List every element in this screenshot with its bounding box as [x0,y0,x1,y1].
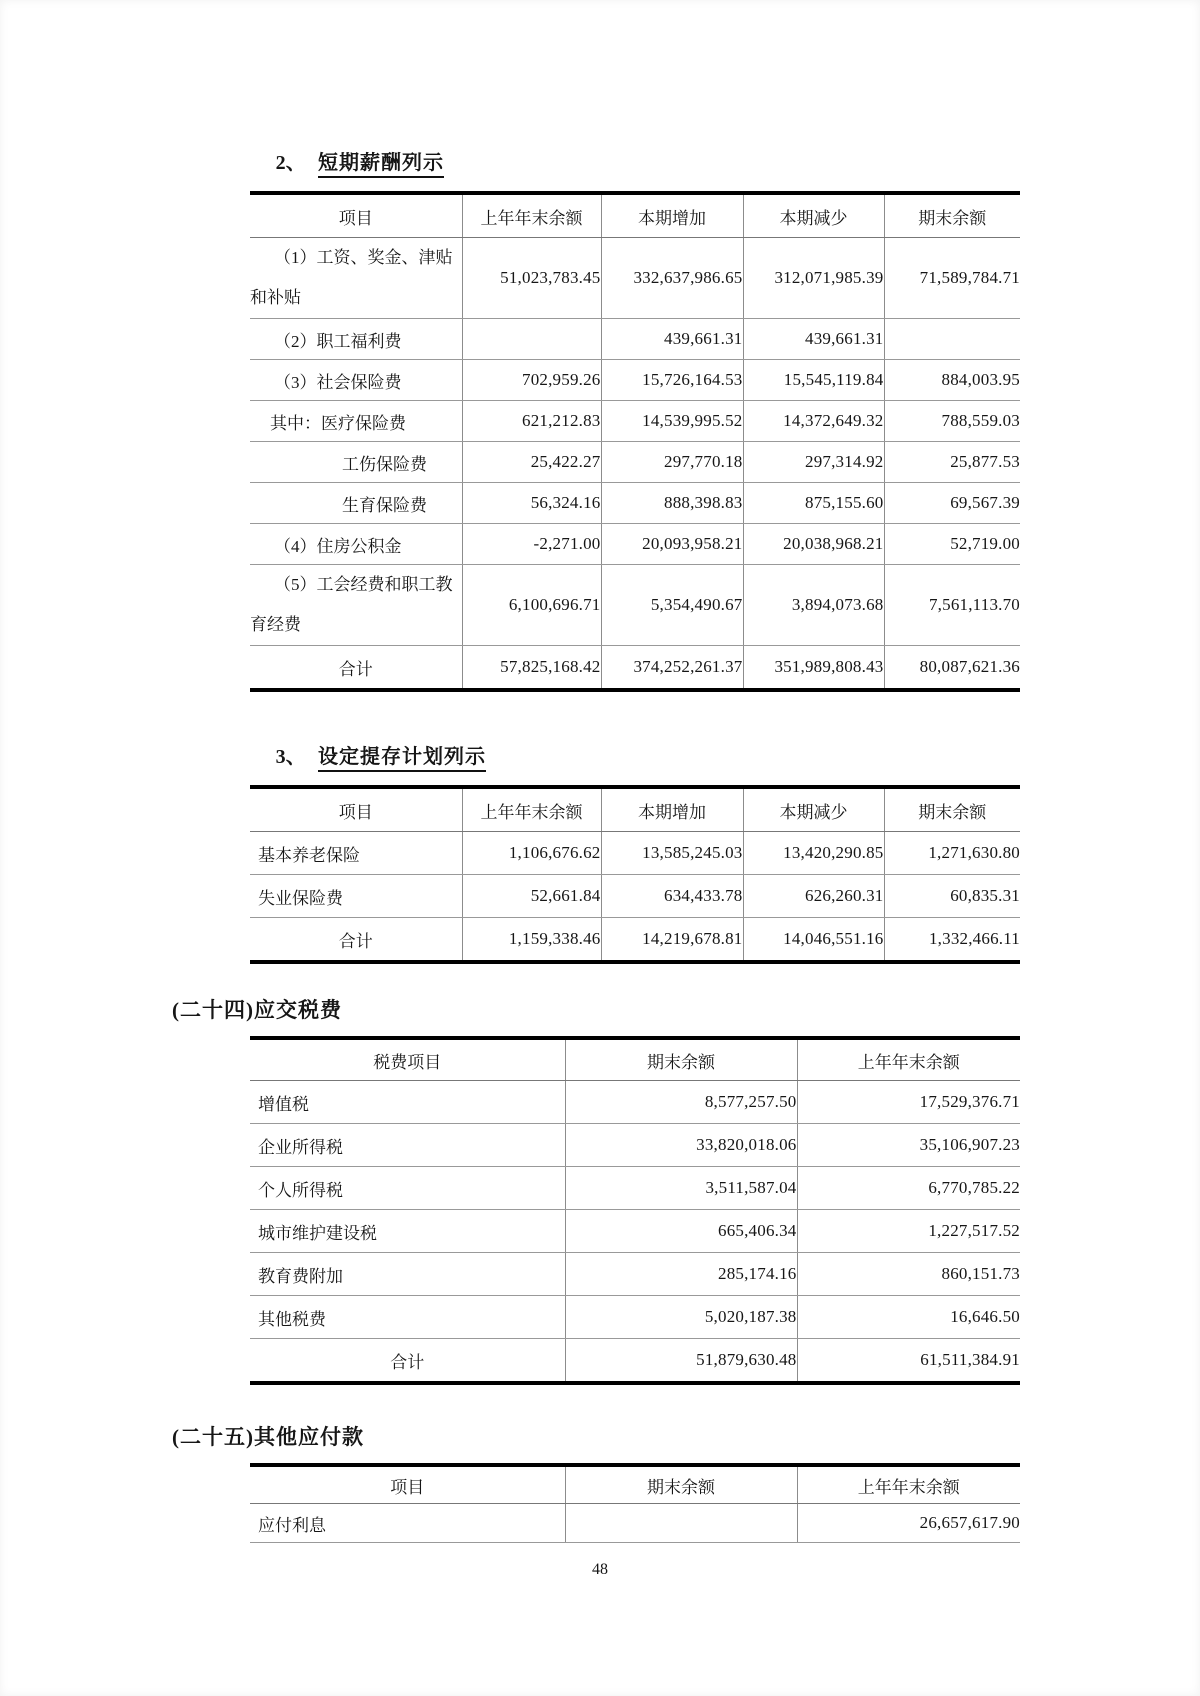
row-label: 合计 [250,1339,565,1384]
row-label: 工伤保险费 [250,442,462,483]
column-header: 期末余额 [884,193,1020,238]
cell-value: 25,877.53 [884,442,1020,483]
taxes-payable-table [250,1036,1020,1385]
cell-value: 13,585,245.03 [601,832,743,875]
table-row [250,832,1020,875]
short-term-compensation-table [250,191,1020,692]
cell-value [884,319,1020,360]
table-row [250,319,1020,360]
section-number: 3、 [275,746,306,768]
cell-value: 13,420,290.85 [743,832,884,875]
column-header: 本期增加 [601,193,743,238]
row-label: 城市维护建设税 [250,1210,565,1253]
cell-value: 6,770,785.22 [797,1167,1020,1210]
row-label: 生育保险费 [250,483,462,524]
row-label: 企业所得税 [250,1124,565,1167]
cell-value: 1,332,466.11 [884,918,1020,963]
row-label: 教育费附加 [250,1253,565,1296]
cell-value: 14,046,551.16 [743,918,884,963]
table-total-row [250,918,1020,963]
cell-value: 52,661.84 [462,875,601,918]
table-header-row [250,787,1020,832]
section-number: 2、 [275,152,306,174]
section-title: 短期薪酬列示 [318,146,444,178]
cell-value: 7,561,113.70 [884,565,1020,646]
other-payables-table [250,1463,1020,1543]
column-header: 期末余额 [565,1465,797,1504]
cell-value: 15,545,119.84 [743,360,884,401]
table-header-row [250,1038,1020,1081]
cell-value: 56,324.16 [462,483,601,524]
cell-value: 25,422.27 [462,442,601,483]
cell-value: 8,577,257.50 [565,1081,797,1124]
cell-value: 33,820,018.06 [565,1124,797,1167]
cell-value: 634,433.78 [601,875,743,918]
cell-value: 20,038,968.21 [743,524,884,565]
cell-value: 5,354,490.67 [601,565,743,646]
cell-value: 875,155.60 [743,483,884,524]
cell-value: 57,825,168.42 [462,646,601,691]
cell-value [462,319,601,360]
table-row [250,875,1020,918]
row-label: 基本养老保险 [250,832,462,875]
table-row [250,1124,1020,1167]
cell-value: 439,661.31 [743,319,884,360]
cell-value: 1,271,630.80 [884,832,1020,875]
column-header: 期末余额 [565,1038,797,1081]
cell-value: -2,271.00 [462,524,601,565]
row-label: 个人所得税 [250,1167,565,1210]
cell-value: 80,087,621.36 [884,646,1020,691]
table-row [250,401,1020,442]
cell-value: 14,372,649.32 [743,401,884,442]
row-label: 失业保险费 [250,875,462,918]
column-header: 项目 [250,1465,565,1504]
row-label: 其中：医疗保险费 [250,401,462,442]
column-header: 上年年末余额 [797,1038,1020,1081]
cell-value: 1,227,517.52 [797,1210,1020,1253]
cell-value: 665,406.34 [565,1210,797,1253]
table-row [250,565,1020,646]
table-header-row [250,1465,1020,1504]
row-label: 合计 [250,646,462,691]
cell-value: 3,894,073.68 [743,565,884,646]
cell-value: 6,100,696.71 [462,565,601,646]
cell-value: 285,174.16 [565,1253,797,1296]
section-heading-taxes-payable: (二十四)应交税费 [172,998,342,1022]
cell-value: 5,020,187.38 [565,1296,797,1339]
cell-value: 14,539,995.52 [601,401,743,442]
row-label: （4）住房公积金 [250,524,462,565]
cell-value: 1,106,676.62 [462,832,601,875]
cell-value: 51,023,783.45 [462,238,601,319]
cell-value: 60,835.31 [884,875,1020,918]
section-heading-other-payables: (二十五)其他应付款 [172,1425,364,1449]
table-row [250,442,1020,483]
table-header-row [250,193,1020,238]
cell-value: 17,529,376.71 [797,1081,1020,1124]
row-label: 应付利息 [250,1504,565,1543]
cell-value: 332,637,986.65 [601,238,743,319]
cell-value: 16,646.50 [797,1296,1020,1339]
column-header: 本期增加 [601,787,743,832]
cell-value: 374,252,261.37 [601,646,743,691]
table-total-row [250,646,1020,691]
cell-value: 884,003.95 [884,360,1020,401]
cell-value: 71,589,784.71 [884,238,1020,319]
cell-value: 439,661.31 [601,319,743,360]
column-header: 项目 [250,787,462,832]
row-label: （2）职工福利费 [250,319,462,360]
table-row [250,1081,1020,1124]
column-header: 上年年末余额 [462,193,601,238]
row-label: 合计 [250,918,462,963]
table-total-row [250,1339,1020,1384]
row-label: （1）工资、奖金、津贴和补贴 [250,238,462,319]
cell-value: 14,219,678.81 [601,918,743,963]
row-label: （5）工会经费和职工教育经费 [250,565,462,646]
table-row [250,1253,1020,1296]
cell-value: 312,071,985.39 [743,238,884,319]
table-row [250,483,1020,524]
table-row [250,1210,1020,1253]
table-row [250,238,1020,319]
table-row [250,524,1020,565]
row-label: 增值税 [250,1081,565,1124]
table-row [250,360,1020,401]
cell-value: 621,212.83 [462,401,601,442]
row-label: （3）社会保险费 [250,360,462,401]
table-row [250,1504,1020,1543]
cell-value: 51,879,630.48 [565,1339,797,1384]
defined-contribution-table [250,785,1020,964]
cell-value: 69,567.39 [884,483,1020,524]
table-row [250,1167,1020,1210]
column-header: 本期减少 [743,787,884,832]
cell-value: 860,151.73 [797,1253,1020,1296]
table-row [250,1296,1020,1339]
cell-value: 1,159,338.46 [462,918,601,963]
cell-value: 297,314.92 [743,442,884,483]
column-header: 期末余额 [884,787,1020,832]
section-heading-short-term-compensation [250,146,1020,178]
column-header: 项目 [250,193,462,238]
row-label: 其他税费 [250,1296,565,1339]
cell-value: 297,770.18 [601,442,743,483]
cell-value: 52,719.00 [884,524,1020,565]
column-header: 上年年末余额 [462,787,601,832]
cell-value: 35,106,907.23 [797,1124,1020,1167]
cell-value: 26,657,617.90 [797,1504,1020,1543]
cell-value: 61,511,384.91 [797,1339,1020,1384]
cell-value: 3,511,587.04 [565,1167,797,1210]
cell-value: 788,559.03 [884,401,1020,442]
section-title: 设定提存计划列示 [318,740,486,772]
column-header: 税费项目 [250,1038,565,1081]
section-heading-defined-contribution [250,740,1020,772]
cell-value: 888,398.83 [601,483,743,524]
cell-value: 702,959.26 [462,360,601,401]
column-header: 本期减少 [743,193,884,238]
cell-value: 351,989,808.43 [743,646,884,691]
cell-value: 626,260.31 [743,875,884,918]
page-number: 48 [592,1561,608,1578]
column-header: 上年年末余额 [797,1465,1020,1504]
cell-value: 20,093,958.21 [601,524,743,565]
cell-value [565,1504,797,1543]
cell-value: 15,726,164.53 [601,360,743,401]
